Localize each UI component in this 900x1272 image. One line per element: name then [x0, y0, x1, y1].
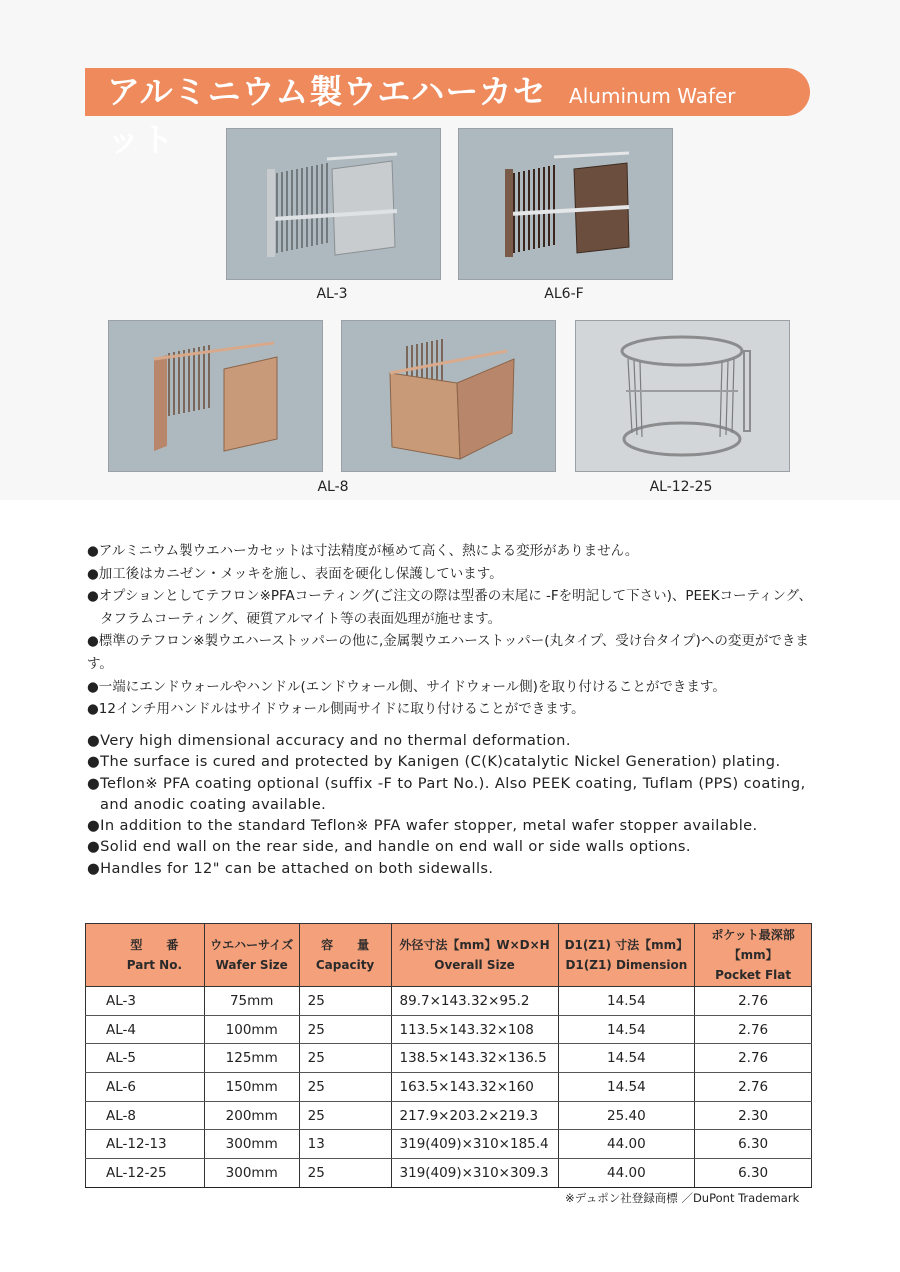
table-row: [86, 987, 812, 1016]
title-banner: [85, 68, 810, 159]
photo-al-3: [226, 128, 441, 280]
cell-capacity: 13: [299, 1130, 391, 1159]
cell-wafer-size: 125mm: [204, 1044, 299, 1073]
cell-wafer-size: 100mm: [204, 1015, 299, 1044]
title-en: Aluminum Wafer: [569, 84, 736, 108]
cell-wafer-size: 300mm: [204, 1159, 299, 1188]
photo-al-8: [108, 320, 323, 472]
cell-wafer-size: 75mm: [204, 987, 299, 1016]
caption-al6-f: AL6-F: [544, 286, 584, 302]
cell-capacity: 25: [299, 1044, 391, 1073]
table-header-row: [86, 924, 812, 987]
header-part-no: 型 番 Part No.: [86, 924, 205, 987]
table-row: [86, 1159, 812, 1188]
cell-capacity: 25: [299, 1159, 391, 1188]
cell-overall-size: 319(409)×310×185.4: [391, 1130, 558, 1159]
photo-al-12-25: [575, 320, 790, 472]
cell-part-no: AL-4: [86, 1015, 205, 1044]
cell-dimension: 25.40: [558, 1101, 695, 1130]
caption-al-3: AL-3: [316, 286, 348, 302]
cell-pocket-flat: 6.30: [695, 1130, 812, 1159]
cell-part-no: AL-3: [86, 987, 205, 1016]
table-row: [86, 1073, 812, 1102]
table-row: [86, 1101, 812, 1130]
photo-al6-f: [458, 128, 673, 280]
cell-dimension: 14.54: [558, 1015, 695, 1044]
cell-pocket-flat: 2.76: [695, 1044, 812, 1073]
cell-dimension: 14.54: [558, 987, 695, 1016]
jp-bullet: ●加工後はカニゼン・メッキを施し、表面を硬化し保護しています。: [87, 565, 503, 582]
header-pocket-flat: ポケット最深部【mm】 Pocket Flat: [695, 924, 812, 987]
cell-dimension: 44.00: [558, 1130, 695, 1159]
title-jp: アルミニウム製ウエハーカセット: [107, 72, 547, 159]
japanese-feature-list: [87, 540, 827, 721]
english-feature-list: [87, 730, 827, 879]
table-row: [86, 1044, 812, 1073]
header-overall-size: 外径寸法【mm】W×D×H Overall Size: [391, 924, 558, 987]
jp-bullet: ●一端にエンドウォールやハンドル(エンドウォール側、サイドウォール側)を取り付けることができます。: [87, 678, 726, 695]
caption-al-8: AL-8: [317, 479, 349, 495]
jp-bullet: ●オプションとしてテフロン※PFAコーティング(ご注文の際は型番の末尾に -Fを明記して下さい)、PEEKコーティング、: [87, 588, 813, 605]
cell-capacity: 25: [299, 987, 391, 1016]
cell-dimension: 44.00: [558, 1159, 695, 1188]
header-wafer-size: ウエハーサイズ Wafer Size: [204, 924, 299, 987]
cell-pocket-flat: 2.76: [695, 987, 812, 1016]
jp-bullet: ●アルミニウム製ウエハーカセットは寸法精度が極めて高く、熱による変形がありません。: [87, 543, 639, 559]
en-bullet-continuation: and anodic coating available.: [100, 795, 327, 813]
cell-dimension: 14.54: [558, 1044, 695, 1073]
cell-part-no: AL-5: [86, 1044, 205, 1073]
cell-overall-size: 319(409)×310×309.3: [391, 1159, 558, 1188]
cell-overall-size: 217.9×203.2×219.3: [391, 1101, 558, 1130]
en-bullet: ●In addition to the standard Teflon※ PFA wafer stopper, metal wafer stopper available.: [87, 817, 758, 835]
jp-bullet: ●12インチ用ハンドルはサイドウォール側両サイドに取り付けることができます。: [87, 701, 585, 718]
cell-pocket-flat: 2.30: [695, 1101, 812, 1130]
caption-al-12-25: AL-12-25: [649, 479, 713, 495]
en-bullet: ●The surface is cured and protected by Kanigen (C(K)catalytic Nickel Generation) plating.: [87, 753, 781, 771]
jp-bullet-continuation: タフラムコーティング、硬質アルマイト等の表面処理が施せます。: [100, 610, 502, 627]
cell-pocket-flat: 2.76: [695, 1073, 812, 1102]
en-bullet: ●Handles for 12" can be attached on both sidewalls.: [87, 859, 494, 877]
cell-overall-size: 138.5×143.32×136.5: [391, 1044, 558, 1073]
cell-wafer-size: 200mm: [204, 1101, 299, 1130]
cell-pocket-flat: 6.30: [695, 1159, 812, 1188]
en-bullet: ●Solid end wall on the rear side, and handle on end wall or side walls options.: [87, 838, 691, 856]
cell-capacity: 25: [299, 1073, 391, 1102]
cell-overall-size: 163.5×143.32×160: [391, 1073, 558, 1102]
cell-part-no: AL-8: [86, 1101, 205, 1130]
en-bullet: ●Very high dimensional accuracy and no thermal deformation.: [87, 732, 571, 749]
cell-part-no: AL-12-25: [86, 1159, 205, 1188]
cell-dimension: 14.54: [558, 1073, 695, 1102]
spec-table: [85, 923, 812, 1188]
cell-part-no: AL-6: [86, 1073, 205, 1102]
table-row: [86, 1015, 812, 1044]
cell-wafer-size: 150mm: [204, 1073, 299, 1102]
table-row: [86, 1130, 812, 1159]
cell-overall-size: 89.7×143.32×95.2: [391, 987, 558, 1016]
en-bullet: ●Teflon※ PFA coating optional (suffix -F to Part No.). Also PEEK coating, Tuflam (PPS) coating,: [87, 774, 806, 792]
cell-capacity: 25: [299, 1101, 391, 1130]
cell-overall-size: 113.5×143.32×108: [391, 1015, 558, 1044]
jp-bullet: ●標準のテフロン※製ウエハーストッパーの他に,金属製ウエハーストッパー(丸タイプ、受け台タイプ)への変更ができます。: [87, 633, 809, 672]
cell-part-no: AL-12-13: [86, 1130, 205, 1159]
header-capacity: 容 量 Capacity: [299, 924, 391, 987]
cell-capacity: 25: [299, 1015, 391, 1044]
trademark-note: ※デュポン社登録商標 ／DuPont Trademark: [565, 1191, 800, 1205]
header-dimension: D1(Z1) 寸法【mm】 D1(Z1) Dimension: [558, 924, 695, 987]
cell-pocket-flat: 2.76: [695, 1015, 812, 1044]
cell-wafer-size: 300mm: [204, 1130, 299, 1159]
photo-copper-front: [341, 320, 556, 472]
